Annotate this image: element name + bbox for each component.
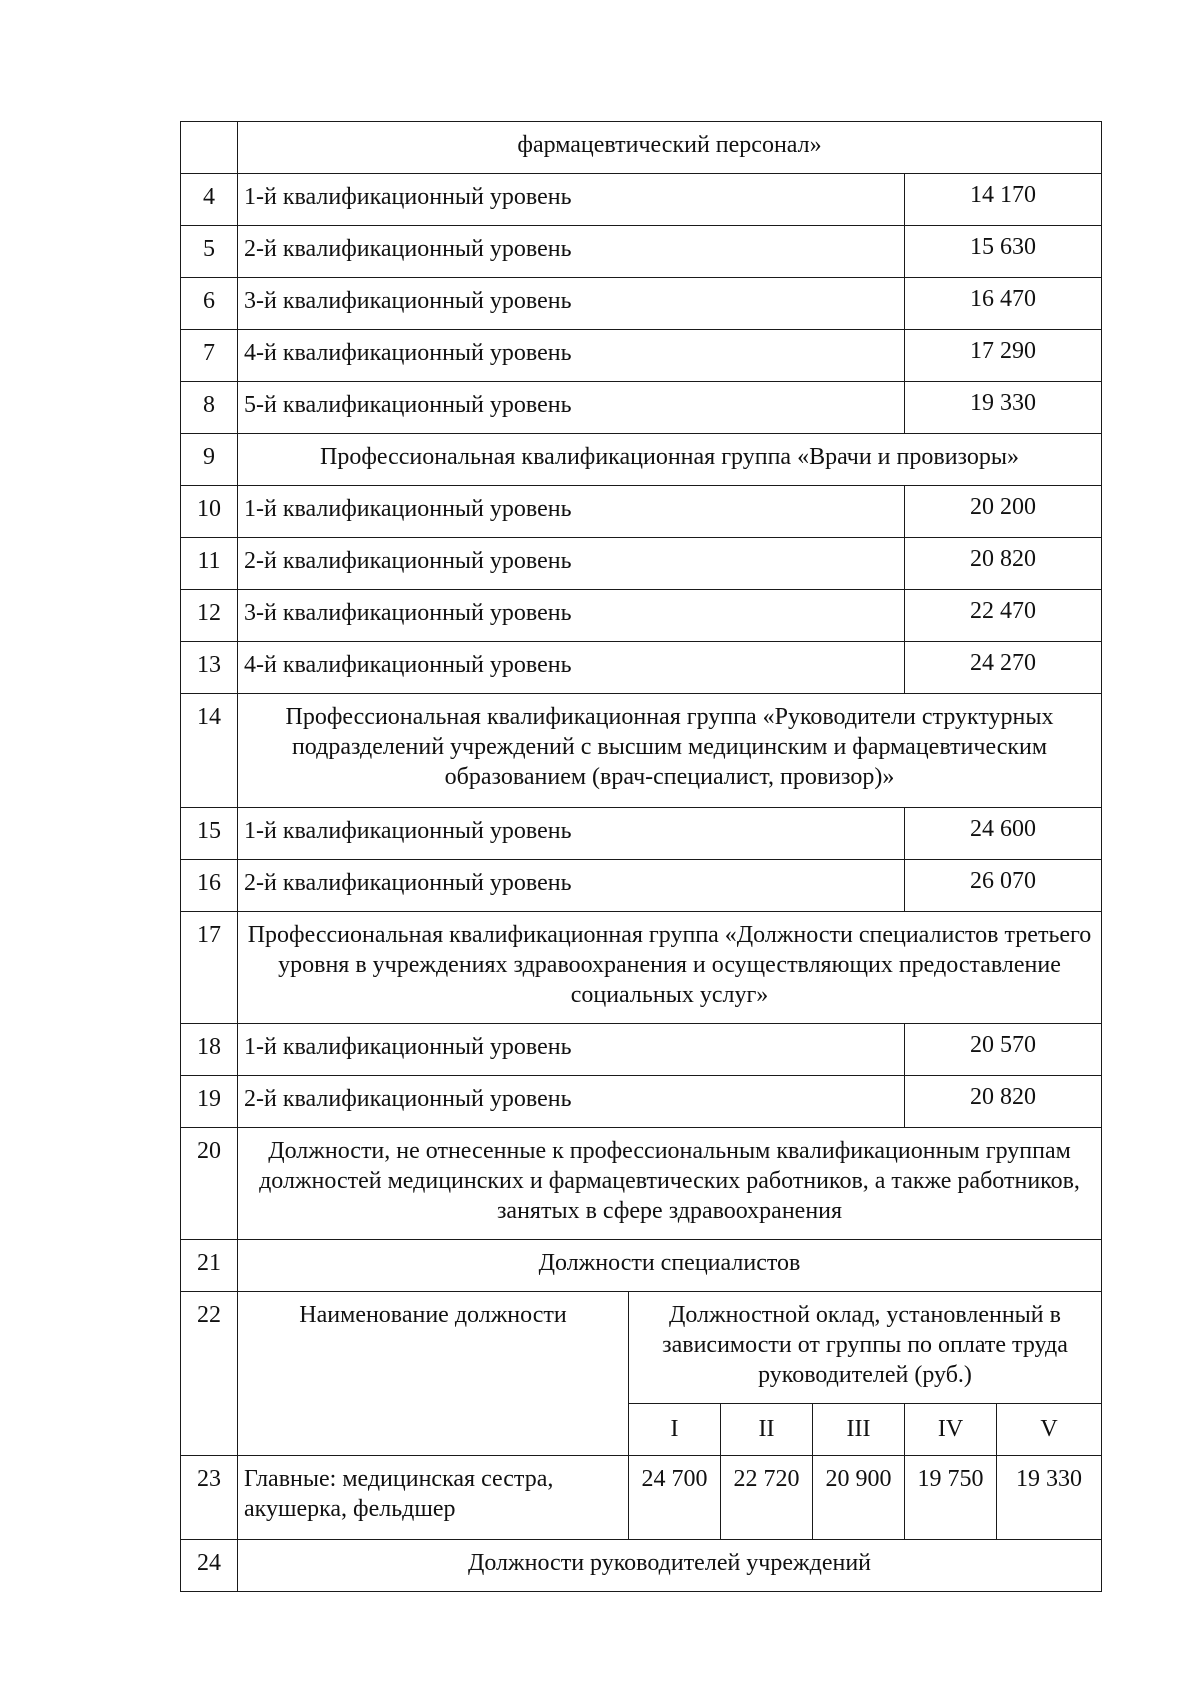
table-row: [181, 642, 1102, 694]
row-number-cell: [181, 122, 238, 174]
salary-value: 19 330: [997, 1456, 1102, 1540]
table-row: [181, 860, 1102, 912]
salary-value: 20 820: [905, 538, 1102, 590]
position-label: Главные: медицинская сестра, акушерка, фельдшер: [238, 1456, 629, 1540]
table-row: [181, 808, 1102, 860]
row-number: 22: [181, 1292, 238, 1456]
level-label: 2-й квалификационный уровень: [238, 538, 905, 590]
row-number: 17: [181, 912, 238, 1024]
salary-value: 14 170: [905, 174, 1102, 226]
row-number: 24: [181, 1540, 238, 1592]
level-label: 1-й квалификационный уровень: [238, 1024, 905, 1076]
level-label: 4-й квалификационный уровень: [238, 642, 905, 694]
table-row: [181, 1024, 1102, 1076]
table-row: [181, 590, 1102, 642]
section-title: Должности специалистов: [238, 1240, 1102, 1292]
level-label: 1-й квалификационный уровень: [238, 486, 905, 538]
row-number: 20: [181, 1128, 238, 1240]
row-number: 6: [181, 278, 238, 330]
row-number: 4: [181, 174, 238, 226]
salary-value: 22 720: [721, 1456, 813, 1540]
grade-header: IV: [905, 1404, 997, 1456]
salary-value: 24 270: [905, 642, 1102, 694]
row-number: 8: [181, 382, 238, 434]
salary-value: 20 200: [905, 486, 1102, 538]
row-number: 16: [181, 860, 238, 912]
table-row: [181, 912, 1102, 1024]
row-number: 5: [181, 226, 238, 278]
level-label: 3-й квалификационный уровень: [238, 278, 905, 330]
row-number: 18: [181, 1024, 238, 1076]
table-row: [181, 538, 1102, 590]
salary-value: 26 070: [905, 860, 1102, 912]
position-name-header: Наименование должности: [238, 1292, 629, 1456]
level-label: 2-й квалификационный уровень: [238, 860, 905, 912]
row-number: 21: [181, 1240, 238, 1292]
row-number: 12: [181, 590, 238, 642]
salary-value: 22 470: [905, 590, 1102, 642]
row-number: 23: [181, 1456, 238, 1540]
level-label: 4-й квалификационный уровень: [238, 330, 905, 382]
row-number: 15: [181, 808, 238, 860]
table-row: [181, 486, 1102, 538]
salary-value: 16 470: [905, 278, 1102, 330]
level-label: 2-й квалификационный уровень: [238, 1076, 905, 1128]
salary-value: 20 900: [813, 1456, 905, 1540]
row-number: 7: [181, 330, 238, 382]
salary-value: 20 820: [905, 1076, 1102, 1128]
grade-header: III: [813, 1404, 905, 1456]
grade-header: V: [997, 1404, 1102, 1456]
group-title: Профессиональная квалификационная группа «Врачи и провизоры»: [238, 434, 1102, 486]
grade-header: I: [629, 1404, 721, 1456]
table-row: [181, 278, 1102, 330]
table-row: [181, 226, 1102, 278]
row-number: 14: [181, 694, 238, 808]
table-row: [181, 1292, 1102, 1404]
salary-value: 24 600: [905, 808, 1102, 860]
group-title: Профессиональная квалификационная группа «Руководители структурных подразделений учреждений с высшим медицинским и фармацевтическим образованием (врач-специалист, провизор)»: [238, 694, 1102, 808]
table-row: [181, 1456, 1102, 1540]
table-row: [181, 1128, 1102, 1240]
salary-value: 19 750: [905, 1456, 997, 1540]
group-title: фармацевтический персонал»: [238, 122, 1102, 174]
table-row: [181, 330, 1102, 382]
row-number: 11: [181, 538, 238, 590]
row-number: 13: [181, 642, 238, 694]
row-number: 10: [181, 486, 238, 538]
section-title: Должности руководителей учреждений: [238, 1540, 1102, 1592]
table-row: [181, 174, 1102, 226]
salary-table: [180, 121, 1102, 1592]
salary-value: 24 700: [629, 1456, 721, 1540]
group-title: Профессиональная квалификационная группа «Должности специалистов третьего уровня в учреждениях здравоохранения и осуществляющих предоставление социальных услуг»: [238, 912, 1102, 1024]
salary-header: Должностной оклад, установленный в зависимости от группы по оплате труда руководителей (руб.): [629, 1292, 1102, 1404]
table-row: [181, 434, 1102, 486]
table-row: [181, 1076, 1102, 1128]
group-title: Должности, не отнесенные к профессиональным квалификационным группам должностей медицинских и фармацевтических работников, а также работников, занятых в сфере здравоохранения: [238, 1128, 1102, 1240]
grade-header: II: [721, 1404, 813, 1456]
level-label: 3-й квалификационный уровень: [238, 590, 905, 642]
table-row: [181, 122, 1102, 174]
table-row: [181, 1540, 1102, 1592]
row-number: 19: [181, 1076, 238, 1128]
table-row: [181, 694, 1102, 808]
table-row: [181, 1240, 1102, 1292]
level-label: 2-й квалификационный уровень: [238, 226, 905, 278]
row-number: 9: [181, 434, 238, 486]
table-row: [181, 382, 1102, 434]
salary-value: 17 290: [905, 330, 1102, 382]
salary-value: 15 630: [905, 226, 1102, 278]
level-label: 1-й квалификационный уровень: [238, 174, 905, 226]
level-label: 1-й квалификационный уровень: [238, 808, 905, 860]
salary-value: 19 330: [905, 382, 1102, 434]
salary-value: 20 570: [905, 1024, 1102, 1076]
level-label: 5-й квалификационный уровень: [238, 382, 905, 434]
